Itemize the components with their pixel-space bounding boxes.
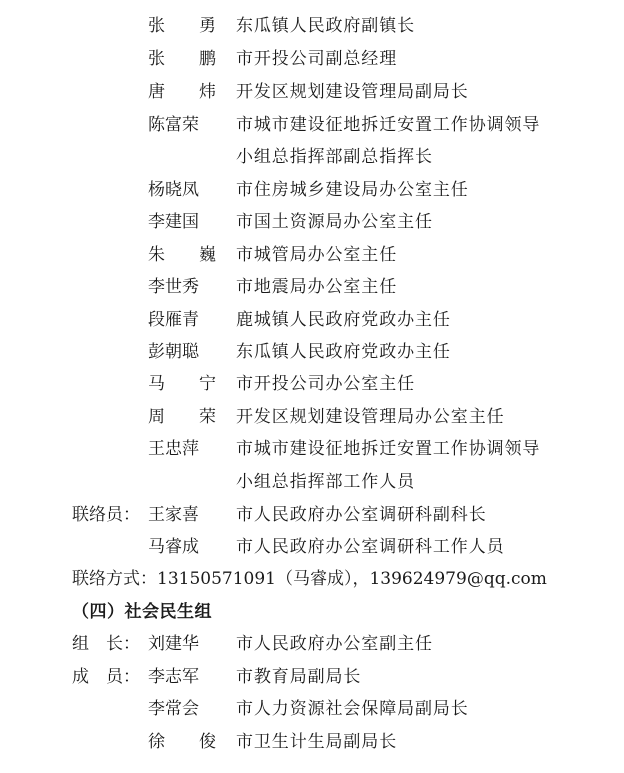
member-post: 市地震局办公室主任 [236, 277, 398, 297]
liaison-post: 市人民政府办公室调研科副科长 [236, 505, 487, 525]
member-row [0, 113, 624, 137]
member-name: 徐 俊 [148, 732, 216, 752]
member-name: 段雁青 [148, 310, 199, 330]
member-post: 市城市建设征地拆迁安置工作协调领导 [236, 439, 541, 459]
member-row [0, 437, 624, 461]
section-heading-row [0, 600, 624, 624]
liaison-label: 联络员： [72, 505, 140, 525]
leader-post: 市人民政府办公室副主任 [236, 634, 433, 654]
member-row [0, 47, 624, 71]
member-post-continuation [0, 145, 624, 169]
section-heading: （四）社会民生组 [72, 602, 212, 622]
member-row [0, 275, 624, 299]
contact-line [0, 567, 624, 591]
member-row [0, 405, 624, 429]
member-post: 东瓜镇人民政府党政办主任 [236, 342, 451, 362]
leader-label: 组 长： [72, 634, 140, 654]
liaison-row [0, 535, 624, 559]
member-post: 市人力资源社会保障局副局长 [236, 699, 469, 719]
member-name: 朱 巍 [148, 245, 216, 265]
member-post-continuation [0, 470, 624, 494]
member-row [0, 80, 624, 104]
member-name: 李常会 [148, 699, 199, 719]
member-name: 张 勇 [148, 16, 216, 36]
member-row [0, 665, 624, 689]
member-post: 市开投公司办公室主任 [236, 374, 415, 394]
member-name: 杨晓凤 [148, 180, 199, 200]
member-name: 李建国 [148, 212, 199, 232]
member-row [0, 697, 624, 721]
member-post: 市教育局副局长 [236, 667, 362, 687]
member-post: 鹿城镇人民政府党政办主任 [236, 310, 451, 330]
member-name: 王忠萍 [148, 439, 199, 459]
member-name: 陈富荣 [148, 115, 199, 135]
member-post: 市住房城乡建设局办公室主任 [236, 180, 469, 200]
member-row [0, 14, 624, 38]
member-post: 开发区规划建设管理局副局长 [236, 82, 469, 102]
member-post: 市国土资源局办公室主任 [236, 212, 433, 232]
liaison-post: 市人民政府办公室调研科工作人员 [236, 537, 505, 557]
member-post: 东瓜镇人民政府副镇长 [236, 16, 415, 36]
member-post: 小组总指挥部工作人员 [236, 472, 415, 492]
member-post: 市城市建设征地拆迁安置工作协调领导 [236, 115, 541, 135]
member-row [0, 243, 624, 267]
member-post: 小组总指挥部副总指挥长 [236, 147, 433, 167]
member-name: 张 鹏 [148, 49, 216, 69]
member-name: 李世秀 [148, 277, 199, 297]
members-label: 成 员： [72, 667, 140, 687]
member-row [0, 372, 624, 396]
member-post: 开发区规划建设管理局办公室主任 [236, 407, 505, 427]
leader-row [0, 632, 624, 656]
member-row [0, 340, 624, 364]
member-row [0, 178, 624, 202]
leader-name: 刘建华 [148, 634, 199, 654]
liaison-name: 王家喜 [148, 505, 199, 525]
member-post: 市卫生计生局副局长 [236, 732, 398, 752]
member-name: 李志军 [148, 667, 199, 687]
member-row [0, 308, 624, 332]
member-name: 周 荣 [148, 407, 216, 427]
member-row [0, 730, 624, 754]
member-name: 彭朝聪 [148, 342, 199, 362]
liaison-row [0, 503, 624, 527]
member-post: 市开投公司副总经理 [236, 49, 398, 69]
member-name: 马 宁 [148, 374, 216, 394]
contact-info: 联络方式：13150571091（马睿成），139624979@qq.com [72, 569, 547, 589]
member-post: 市城管局办公室主任 [236, 245, 398, 265]
member-name: 唐 炜 [148, 82, 216, 102]
liaison-name: 马睿成 [148, 537, 199, 557]
member-row [0, 210, 624, 234]
